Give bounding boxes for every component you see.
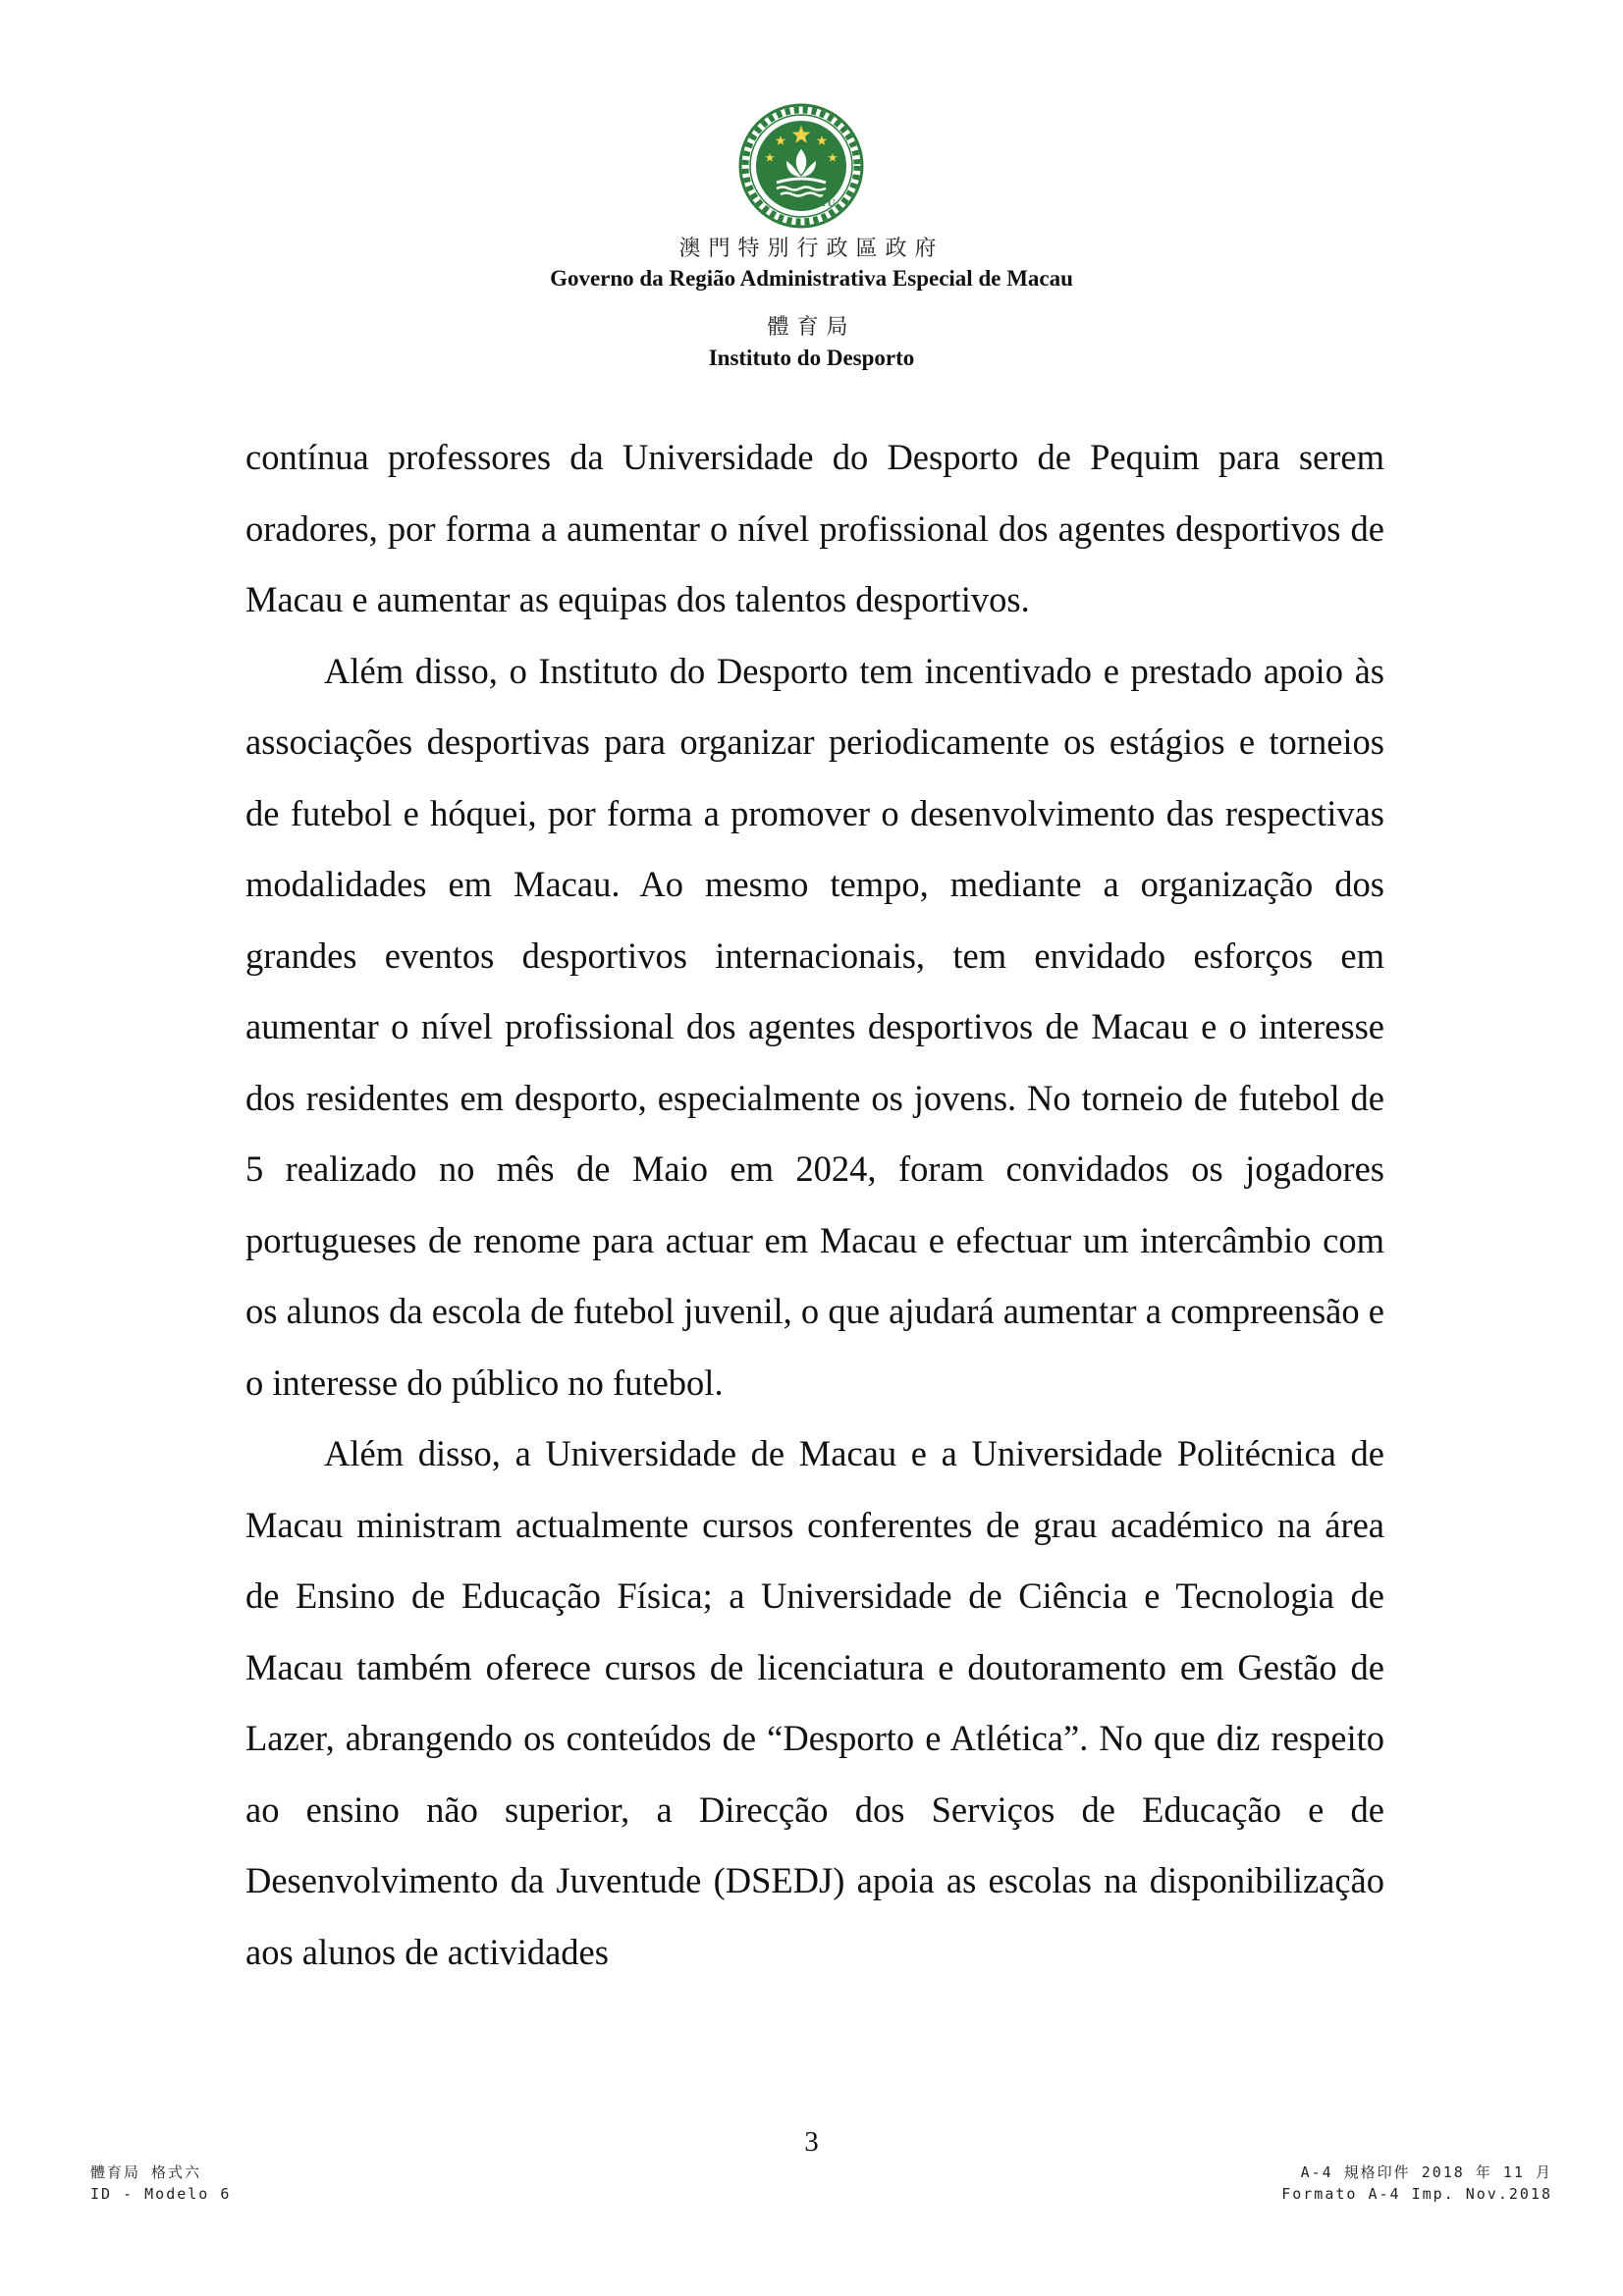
footer-form-id xyxy=(90,2162,231,2205)
footer-form-id-pt: ID - Modelo 6 xyxy=(90,2185,232,2203)
paragraph: Além disso, a Universidade de Macau e a Universidade Politécnica de Macau ministram actualmente cursos conferentes de grau académico na área de Ensino de Educação Física; a Universidade de Ciência e Tecnologia de Macau também oferece cursos de licenciatura e doutoramento em Gestão de Lazer, abrangendo os conteúdos de “Desporto e Atlética”. No que diz respeito ao ensino não superior, a Direcção dos Serviços de Educação e de Desenvolvimento da Juventude (DSEDJ) apoia as escolas na disponibilização aos alunos de actividades xyxy=(245,1433,1384,1972)
page-number: 3 xyxy=(804,2126,819,2158)
document-body xyxy=(245,422,1384,1988)
macau-emblem-icon xyxy=(737,102,865,230)
institute-name-pt: Instituto do Desporto xyxy=(708,346,915,370)
government-name-zh: 澳門特別行政區政府 xyxy=(678,237,945,261)
footer-print-format-zh: A-4 規格印件 2018 年 11 月 xyxy=(1300,2163,1552,2181)
government-name-pt: Governo da Região Administrativa Especial de Macau xyxy=(550,266,1073,291)
paragraph: contínua professores da Universidade do Desporto de Pequim para serem oradores, por forma a aumentar o nível profissional dos agentes desportivos de Macau e aumentar as equipas dos talentos desportivos. xyxy=(245,437,1384,619)
institute-name-zh: 體育局 xyxy=(767,315,856,340)
footer-form-id-zh: 體育局 格式六 xyxy=(90,2163,202,2181)
emblem-caption: MACAU xyxy=(785,197,838,209)
footer-print-format xyxy=(1281,2162,1552,2205)
paragraph: Além disso, o Instituto do Desporto tem incentivado e prestado apoio às associações desportivas para organizar periodicamente os estágios e torneios de futebol e hóquei, por forma a promover o desenvolvimento das respectivas modalidades em Macau. Ao mesmo tempo, mediante a organização dos grandes eventos desportivos internacionais, tem envidado esforços em aumentar o nível profissional dos agentes desportivos de Macau e o interesse dos residentes em desporto, especialmente os jovens. No torneio de futebol de 5 realizado no mês de Maio em 2024, foram convidados os jogadores portugueses de renome para actuar em Macau e efectuar um intercâmbio com os alunos da escola de futebol juvenil, o que ajudará aumentar a compreensão e o interesse do público no futebol. xyxy=(245,650,1384,1403)
footer-print-format-pt: Formato A-4 Imp. Nov.2018 xyxy=(1281,2185,1552,2203)
